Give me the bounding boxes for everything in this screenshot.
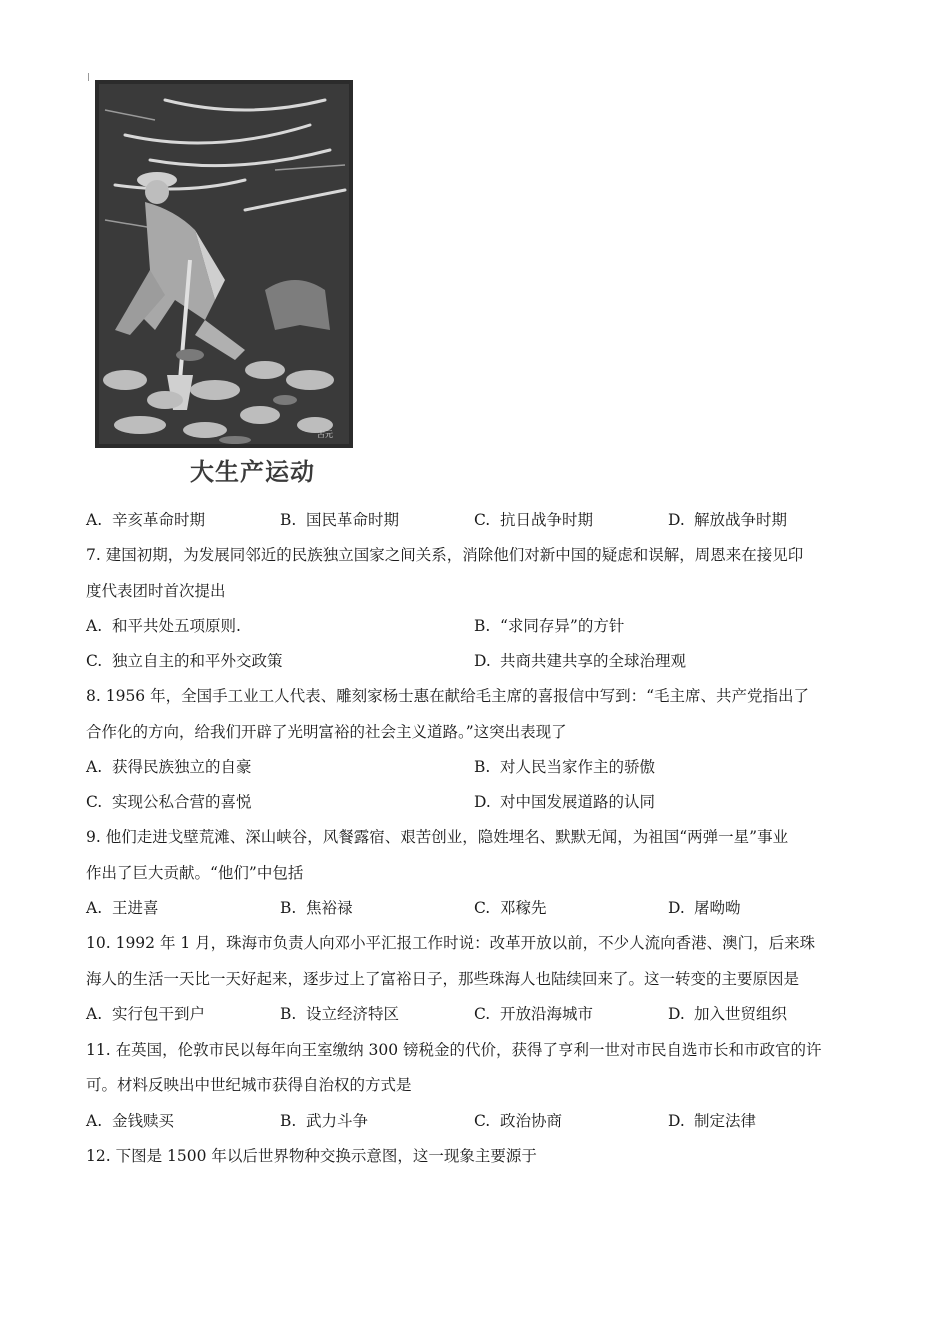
q10-option-c[interactable]: C. 开放沿海城市 [474, 1005, 594, 1023]
q8-option-b[interactable]: B. 对人民当家作主的骄傲 [474, 758, 656, 776]
q7-stem-line-1: 7. 建国初期，为发展同邻近的民族独立国家之间关系，消除他们对新中国的疑虑和误解，周恩来在接见印 [86, 546, 804, 564]
svg-text:古元: 古元 [317, 430, 333, 439]
q9-option-b[interactable]: B. 焦裕禄 [280, 899, 353, 917]
q6-option-c[interactable]: C. 抗日战争时期 [474, 511, 594, 529]
figure-caption: 大生产运动 [190, 458, 315, 486]
q10-stem-line-2: 海人的生活一天比一天好起来，逐步过上了富裕日子，那些珠海人也陆续回来了。这一转变的主要原因是 [86, 970, 800, 988]
q11-option-a[interactable]: A. 金钱赎买 [86, 1112, 175, 1130]
q9-stem-line-1: 9. 他们走进戈壁荒滩、深山峡谷，风餐露宿、艰苦创业，隐姓埋名、默默无闻，为祖国“两弹一星”事业 [86, 828, 789, 846]
q8-option-d[interactable]: D. 对中国发展道路的认同 [474, 793, 656, 811]
q9-option-d[interactable]: D. 屠呦呦 [668, 899, 741, 917]
q6-option-a[interactable]: A. 辛亥革命时期 [86, 511, 206, 529]
q8-stem-line-2: 合作化的方向，给我们开辟了光明富裕的社会主义道路。”这突出表现了 [86, 723, 567, 741]
q7-option-d[interactable]: D. 共商共建共享的全球治理观 [474, 652, 687, 670]
q11-option-d[interactable]: D. 制定法律 [668, 1112, 757, 1130]
q11-option-b[interactable]: B. 武力斗争 [280, 1112, 369, 1130]
q8-stem-line-1: 8. 1956 年，全国手工业工人代表、雕刻家杨士惠在献给毛主席的喜报信中写到：“毛主席、共产党指出了 [86, 687, 810, 705]
q8-option-c[interactable]: C. 实现公私合营的喜悦 [86, 793, 252, 811]
q6-option-b[interactable]: B. 国民革命时期 [280, 511, 400, 529]
q7-option-c[interactable]: C. 独立自主的和平外交政策 [86, 652, 283, 670]
q9-option-c[interactable]: C. 邓稼先 [474, 899, 547, 917]
q10-option-d[interactable]: D. 加入世贸组织 [668, 1005, 788, 1023]
q7-option-a[interactable]: A. 和平共处五项原则. [86, 617, 241, 635]
q9-stem-line-2: 作出了巨大贡献。“他们”中包括 [86, 864, 304, 882]
q10-option-b[interactable]: B. 设立经济特区 [280, 1005, 400, 1023]
q6-option-d[interactable]: D. 解放战争时期 [668, 511, 788, 529]
margin-mark [88, 73, 89, 81]
q11-stem-line-1: 11. 在英国，伦敦市民以每年向王室缴纳 300 镑税金的代价，获得了亨利一世对市民自选市长和市政官的许 [86, 1041, 822, 1059]
q10-stem-line-1: 10. 1992 年 1 月，珠海市负责人向邓小平汇报工作时说：改革开放以前，不少人流向香港、澳门，后来珠 [86, 934, 816, 952]
q7-option-b[interactable]: B. “求同存异”的方针 [474, 617, 625, 635]
q8-option-a[interactable]: A. 获得民族独立的自豪 [86, 758, 252, 776]
q7-stem-line-2: 度代表团时首次提出 [86, 582, 226, 600]
q10-option-a[interactable]: A. 实行包干到户 [86, 1005, 206, 1023]
q11-stem-line-2: 可。材料反映出中世纪城市获得自治权的方式是 [86, 1076, 412, 1094]
q9-option-a[interactable]: A. 王进喜 [86, 899, 159, 917]
q11-option-c[interactable]: C. 政治协商 [474, 1112, 563, 1130]
q12-stem-line-1: 12. 下图是 1500 年以后世界物种交换示意图，这一现象主要源于 [86, 1147, 537, 1165]
woodcut-image-great-production-movement [95, 80, 353, 448]
